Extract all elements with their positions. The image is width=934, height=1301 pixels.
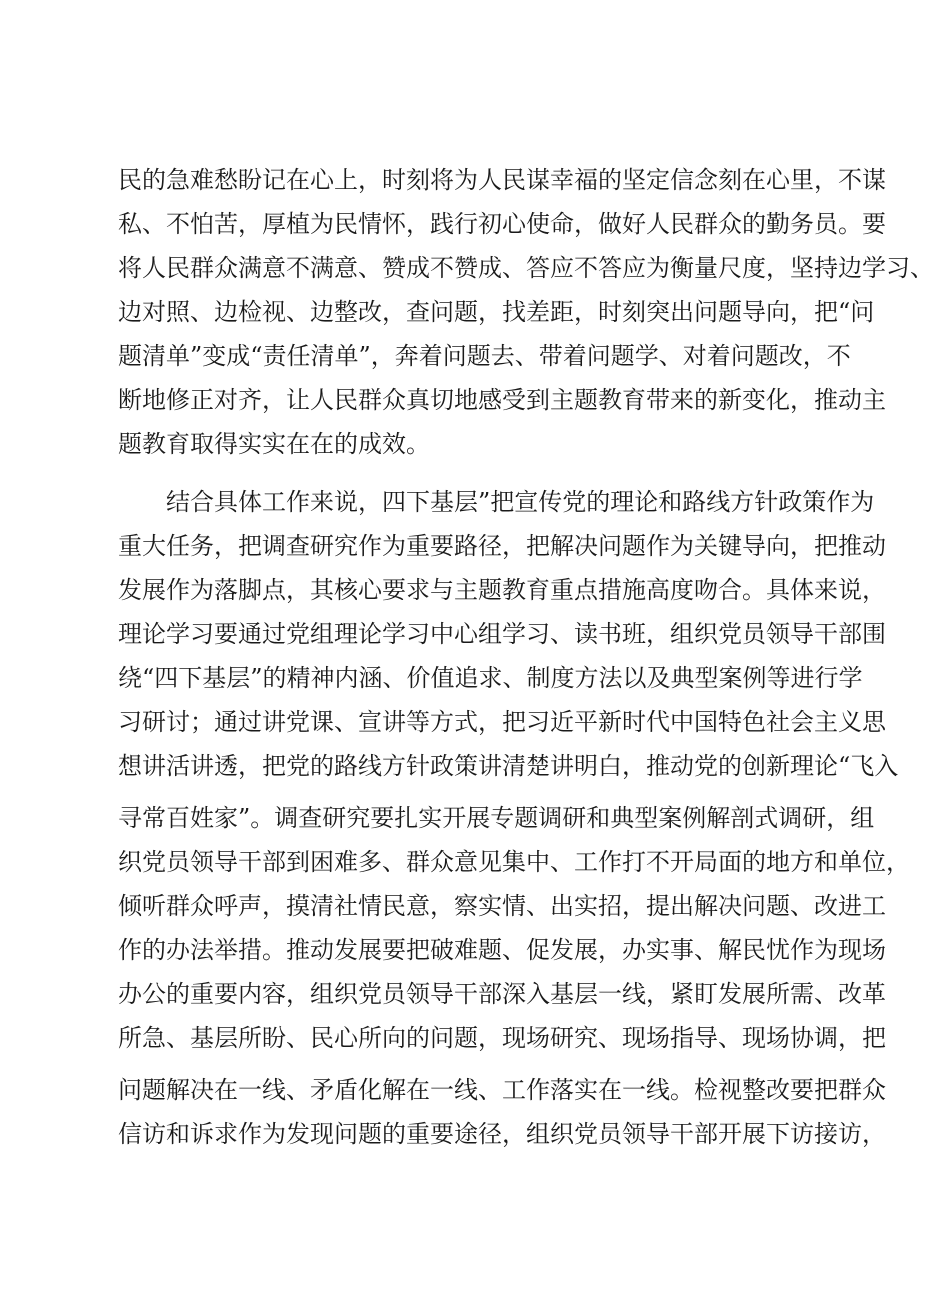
text-line: 将人民群众满意不满意、赞成不赞成、答应不答应为衡量尺度，坚持边学习、 xyxy=(118,254,934,282)
text-line: 所急、基层所盼、民心所向的问题，现场研究、现场指导、现场协调，把 xyxy=(118,1024,886,1052)
text-line: 理论学习要通过党组理论学习中心组学习、读书班，组织党员领导干部围 xyxy=(118,620,886,648)
text-line: 发展作为落脚点，其核心要求与主题教育重点措施高度吻合。具体来说， xyxy=(118,576,886,604)
text-line: 信访和诉求作为发现问题的重要途径，组织党员领导干部开展下访接访， xyxy=(118,1120,886,1148)
paragraph-first-line: 结合具体工作来说，四下基层”把宣传党的理论和路线方针政策作为 xyxy=(166,488,875,516)
text-line: 题教育取得实实在在的成效。 xyxy=(118,430,430,458)
text-line: 织党员领导干部到困难多、群众意见集中、工作打不开局面的地方和单位， xyxy=(118,848,910,876)
text-line: 绕“四下基层”的精神内涵、价值追求、制度方法以及典型案例等进行学 xyxy=(118,664,863,692)
text-line: 办公的重要内容，组织党员领导干部深入基层一线，紧盯发展所需、改革 xyxy=(118,980,886,1008)
text-line: 题清单”变成“责任清单”，奔着问题去、带着问题学、对着问题改，不 xyxy=(118,342,851,370)
text-line: 边对照、边检视、边整改，查问题，找差距，时刻突出问题导向，把“问 xyxy=(118,298,875,326)
text-line: 民的急难愁盼记在心上，时刻将为人民谋幸福的坚定信念刻在心里，不谋 xyxy=(118,166,886,194)
text-line: 重大任务，把调查研究作为重要路径，把解决问题作为关键导向，把推动 xyxy=(118,532,886,560)
text-line: 想讲活讲透，把党的路线方针政策讲清楚讲明白，推动党的创新理论“飞入 xyxy=(118,752,899,780)
text-line: 倾听群众呼声，摸清社情民意，察实情、出实招，提出解决问题、改进工 xyxy=(118,892,886,920)
text-line: 私、不怕苦，厚植为民情怀，践行初心使命，做好人民群众的勤务员。要 xyxy=(118,210,886,238)
text-line: 问题解决在一线、矛盾化解在一线、工作落实在一线。检视整改要把群众 xyxy=(118,1076,886,1104)
text-line: 寻常百姓家”。调查研究要扎实开展专题调研和典型案例解剖式调研，组 xyxy=(118,804,875,832)
text-line: 习研讨；通过讲党课、宣讲等方式，把习近平新时代中国特色社会主义思 xyxy=(118,708,886,736)
text-line: 断地修正对齐，让人民群众真切地感受到主题教育带来的新变化，推动主 xyxy=(118,386,886,414)
text-line: 作的办法举措。推动发展要把破难题、促发展，办实事、解民忧作为现场 xyxy=(118,936,886,964)
